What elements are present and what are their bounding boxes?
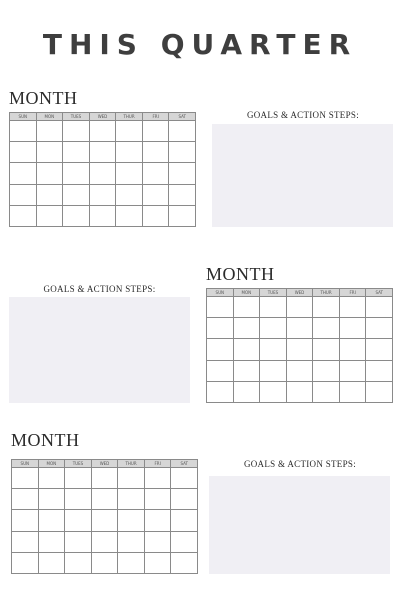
- day-cell[interactable]: [118, 489, 145, 510]
- day-cell[interactable]: [207, 382, 234, 403]
- month-calendar: [206, 288, 393, 403]
- day-cell[interactable]: [37, 206, 64, 227]
- goals-label: GOALS & ACTION STEPS:: [246, 110, 360, 120]
- goals-box[interactable]: [209, 476, 390, 574]
- day-cell[interactable]: [90, 163, 117, 184]
- day-cell[interactable]: [260, 318, 287, 339]
- day-cell[interactable]: [90, 121, 117, 142]
- day-cell[interactable]: [313, 297, 340, 318]
- day-cell[interactable]: [207, 361, 234, 382]
- day-cell[interactable]: [145, 489, 172, 510]
- day-cell[interactable]: [234, 382, 261, 403]
- day-header: WED: [90, 113, 117, 121]
- day-cell[interactable]: [63, 185, 90, 206]
- day-cell[interactable]: [143, 206, 170, 227]
- day-cell[interactable]: [313, 339, 340, 360]
- day-cell[interactable]: [366, 382, 393, 403]
- day-cell[interactable]: [171, 468, 198, 489]
- day-header: SUN: [207, 289, 234, 297]
- month-calendar: [9, 112, 196, 227]
- day-header: WED: [92, 460, 119, 468]
- day-cell[interactable]: [366, 318, 393, 339]
- month-label: MONTH: [11, 430, 80, 450]
- goals-label: GOALS & ACTION STEPS:: [243, 459, 357, 469]
- day-cell[interactable]: [92, 489, 119, 510]
- day-cell[interactable]: [366, 339, 393, 360]
- day-cell[interactable]: [65, 553, 92, 574]
- day-cell[interactable]: [143, 121, 170, 142]
- day-cell[interactable]: [260, 297, 287, 318]
- day-cell[interactable]: [287, 318, 314, 339]
- day-cell[interactable]: [366, 297, 393, 318]
- day-cell[interactable]: [145, 468, 172, 489]
- day-cell[interactable]: [207, 297, 234, 318]
- day-cell[interactable]: [65, 510, 92, 531]
- day-cell[interactable]: [234, 361, 261, 382]
- day-cell[interactable]: [12, 468, 39, 489]
- day-header: MON: [39, 460, 66, 468]
- day-cell[interactable]: [234, 297, 261, 318]
- page-title: THIS QUARTER: [42, 28, 358, 61]
- day-cell[interactable]: [39, 553, 66, 574]
- day-cell[interactable]: [260, 339, 287, 360]
- day-header: SUN: [12, 460, 39, 468]
- day-header: TUES: [65, 460, 92, 468]
- day-cell[interactable]: [118, 468, 145, 489]
- day-cell[interactable]: [340, 361, 367, 382]
- day-header: TUES: [260, 289, 287, 297]
- month-label: MONTH: [9, 88, 78, 108]
- day-cell[interactable]: [116, 185, 143, 206]
- day-cell[interactable]: [207, 318, 234, 339]
- day-cell[interactable]: [10, 185, 37, 206]
- day-cell[interactable]: [116, 163, 143, 184]
- day-header: SUN: [10, 113, 37, 121]
- day-cell[interactable]: [12, 489, 39, 510]
- day-cell[interactable]: [145, 553, 172, 574]
- day-cell[interactable]: [145, 532, 172, 553]
- day-cell[interactable]: [287, 382, 314, 403]
- day-header: FRI: [340, 289, 367, 297]
- day-cell[interactable]: [143, 185, 170, 206]
- day-cell[interactable]: [260, 361, 287, 382]
- day-cell[interactable]: [65, 468, 92, 489]
- day-header: MON: [37, 113, 64, 121]
- day-cell[interactable]: [145, 510, 172, 531]
- day-cell[interactable]: [116, 142, 143, 163]
- day-cell[interactable]: [169, 142, 196, 163]
- day-cell[interactable]: [169, 206, 196, 227]
- day-cell[interactable]: [171, 532, 198, 553]
- day-cell[interactable]: [90, 185, 117, 206]
- day-cell[interactable]: [37, 142, 64, 163]
- day-cell[interactable]: [92, 532, 119, 553]
- day-cell[interactable]: [340, 339, 367, 360]
- day-cell[interactable]: [340, 297, 367, 318]
- day-header: FRI: [143, 113, 170, 121]
- day-cell[interactable]: [234, 339, 261, 360]
- day-cell[interactable]: [37, 185, 64, 206]
- day-cell[interactable]: [340, 318, 367, 339]
- day-cell[interactable]: [39, 510, 66, 531]
- day-cell[interactable]: [171, 489, 198, 510]
- day-cell[interactable]: [340, 382, 367, 403]
- day-cell[interactable]: [63, 121, 90, 142]
- day-header: SAT: [366, 289, 393, 297]
- day-cell[interactable]: [63, 163, 90, 184]
- day-cell[interactable]: [260, 382, 287, 403]
- goals-label: GOALS & ACTION STEPS:: [43, 284, 156, 294]
- day-cell[interactable]: [118, 510, 145, 531]
- day-header: THUR: [116, 113, 143, 121]
- day-header: SAT: [169, 113, 196, 121]
- day-header: TUES: [63, 113, 90, 121]
- day-cell[interactable]: [234, 318, 261, 339]
- day-cell[interactable]: [143, 142, 170, 163]
- day-cell[interactable]: [171, 510, 198, 531]
- day-cell[interactable]: [92, 510, 119, 531]
- day-cell[interactable]: [118, 553, 145, 574]
- month-label: MONTH: [206, 264, 275, 284]
- day-cell[interactable]: [63, 142, 90, 163]
- day-cell[interactable]: [90, 142, 117, 163]
- day-header: MON: [234, 289, 261, 297]
- day-header: WED: [287, 289, 314, 297]
- month-calendar: [11, 459, 198, 574]
- day-cell[interactable]: [65, 532, 92, 553]
- day-cell[interactable]: [39, 468, 66, 489]
- day-cell[interactable]: [12, 510, 39, 531]
- day-cell[interactable]: [37, 163, 64, 184]
- goals-box[interactable]: [9, 297, 190, 403]
- day-cell[interactable]: [169, 163, 196, 184]
- day-cell[interactable]: [116, 206, 143, 227]
- day-cell[interactable]: [287, 297, 314, 318]
- day-cell[interactable]: [313, 382, 340, 403]
- day-cell[interactable]: [287, 339, 314, 360]
- day-cell[interactable]: [10, 142, 37, 163]
- day-cell[interactable]: [169, 185, 196, 206]
- day-cell[interactable]: [207, 339, 234, 360]
- day-cell[interactable]: [116, 121, 143, 142]
- day-header: THUR: [118, 460, 145, 468]
- day-cell[interactable]: [10, 163, 37, 184]
- day-cell[interactable]: [39, 489, 66, 510]
- day-cell[interactable]: [65, 489, 92, 510]
- day-header: SAT: [171, 460, 198, 468]
- day-cell[interactable]: [287, 361, 314, 382]
- day-cell[interactable]: [37, 121, 64, 142]
- day-header: FRI: [145, 460, 172, 468]
- day-cell[interactable]: [171, 553, 198, 574]
- day-cell[interactable]: [169, 121, 196, 142]
- goals-box[interactable]: [212, 124, 393, 227]
- day-cell[interactable]: [143, 163, 170, 184]
- day-cell[interactable]: [366, 361, 393, 382]
- day-cell[interactable]: [39, 532, 66, 553]
- day-cell[interactable]: [118, 532, 145, 553]
- day-cell[interactable]: [12, 532, 39, 553]
- day-header: THUR: [313, 289, 340, 297]
- day-cell[interactable]: [313, 361, 340, 382]
- day-cell[interactable]: [92, 553, 119, 574]
- day-cell[interactable]: [63, 206, 90, 227]
- day-cell[interactable]: [92, 468, 119, 489]
- day-cell[interactable]: [12, 553, 39, 574]
- day-cell[interactable]: [313, 318, 340, 339]
- day-cell[interactable]: [10, 121, 37, 142]
- day-cell[interactable]: [90, 206, 117, 227]
- day-cell[interactable]: [10, 206, 37, 227]
